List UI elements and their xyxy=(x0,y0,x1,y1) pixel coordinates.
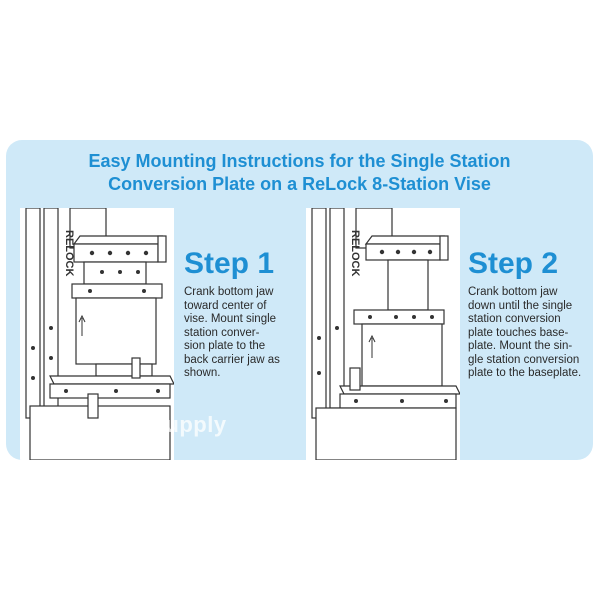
title-line-1: Easy Mounting Instructions for the Single Station xyxy=(88,151,511,171)
vise-brand-label: RELOCK xyxy=(349,230,361,277)
step2-illustration xyxy=(306,208,460,460)
title-line-2: Conversion Plate on a ReLock 8-Station Vise xyxy=(108,174,491,194)
step1-heading: Step 1 xyxy=(184,247,275,280)
step2-description: Crank bottom jaw down until the single station conversion plate touches base- plate. Mount the sin- gle station conversion plate to the baseplate. xyxy=(468,286,582,379)
vise-brand-label: RELOCK xyxy=(63,230,75,277)
vise-diagram-step2 xyxy=(306,208,460,460)
watermark-text: nssupply xyxy=(126,412,227,437)
step2-heading: Step 2 xyxy=(468,247,559,280)
instruction-card xyxy=(6,140,593,460)
step1-description: Crank bottom jaw toward center of vise. Mount single station conver- sion plate to the back carrier jaw as shown. xyxy=(184,286,280,379)
page-title xyxy=(6,150,593,196)
